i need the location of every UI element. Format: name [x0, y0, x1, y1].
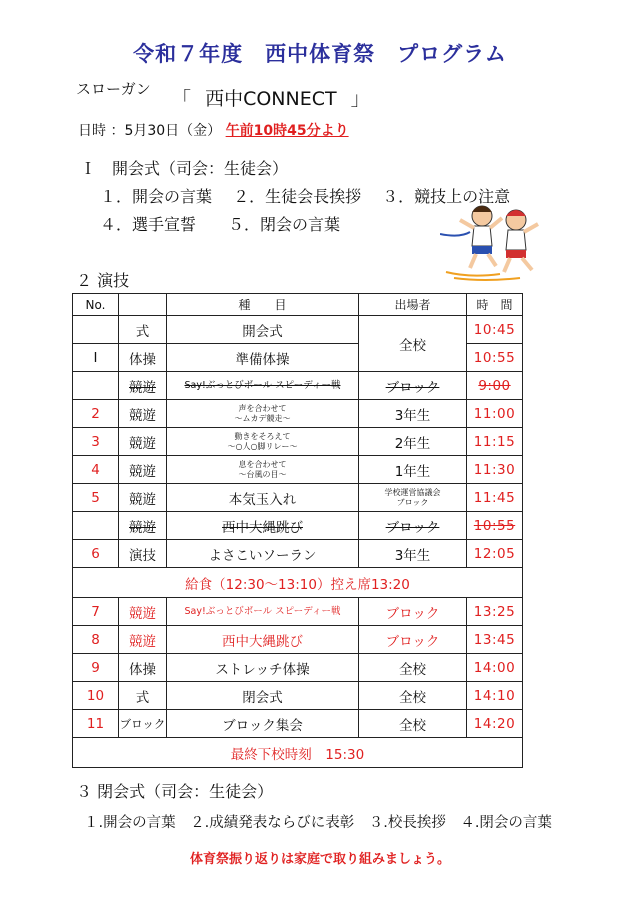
cell-performer: 1年生	[359, 456, 467, 484]
table-row	[73, 372, 523, 400]
table-row	[73, 316, 523, 344]
header-performer: 出場者	[359, 294, 467, 316]
start-time: 午前10時45分より	[225, 123, 349, 139]
slogan-label: スローガン	[76, 80, 151, 98]
table-row	[73, 654, 523, 682]
table-row	[73, 484, 523, 512]
cell-item-line2: ～ムカデ競走～	[234, 413, 291, 423]
cell-performer: 全校	[359, 654, 467, 682]
cell-performer: 全校	[359, 710, 467, 738]
cell-item: 準備体操	[167, 344, 359, 372]
cell-item: Say!ぶっとびボール スピーディー戦	[167, 372, 359, 400]
cell-item: 開会式	[167, 316, 359, 344]
header-no: No.	[73, 294, 119, 316]
cell-item	[167, 428, 359, 456]
section1-items-row2: ４．選手宣誓 ５．閉会の言葉	[100, 215, 341, 234]
cell-no: 4	[73, 456, 119, 484]
slogan	[172, 84, 370, 111]
program-table	[72, 293, 523, 768]
cell-performer-line1: 学校運営協議会	[384, 487, 441, 497]
runner-icon	[504, 210, 538, 272]
cell-performer: 全校	[359, 316, 467, 372]
table-row	[73, 456, 523, 484]
cell-item: 西中大縄跳び	[167, 626, 359, 654]
lunch-row	[73, 568, 523, 598]
date-line	[78, 120, 349, 140]
cell-item-line1: 息を合わせて	[238, 459, 287, 469]
cell-type: 競遊	[119, 598, 167, 626]
cell-type: 競遊	[119, 428, 167, 456]
cell-no: 11	[73, 710, 119, 738]
date-label: 日時 ：5月30日（金）	[78, 123, 222, 139]
cell-item-line2: ～○人○脚リレー～	[227, 441, 298, 451]
cell-item-line1: 声を合わせて	[238, 403, 287, 413]
cell-type: ブロック	[119, 710, 167, 738]
header-time: 時 間	[467, 294, 523, 316]
cell-no: 7	[73, 598, 119, 626]
cell-item: ブロック集会	[167, 710, 359, 738]
cell-type: 競遊	[119, 626, 167, 654]
cell-no: 10	[73, 682, 119, 710]
table-row	[73, 626, 523, 654]
cell-type: 競遊	[119, 484, 167, 512]
cell-no: 9	[73, 654, 119, 682]
table-row	[73, 428, 523, 456]
cell-no: 5	[73, 484, 119, 512]
cell-performer: ブロック	[359, 626, 467, 654]
cell-time: 13:25	[467, 598, 523, 626]
cell-item: ストレッチ体操	[167, 654, 359, 682]
table-row	[73, 540, 523, 568]
cell-type: 競遊	[119, 512, 167, 540]
cell-item: 閉会式	[167, 682, 359, 710]
page-title: 令和７年度 西中体育祭 プログラム	[133, 42, 507, 66]
final-row	[73, 738, 523, 768]
cell-performer: 2年生	[359, 428, 467, 456]
runner-icon	[460, 206, 502, 268]
final-dismissal: 最終下校時刻 15:30	[73, 738, 523, 768]
section3-items: １.開会の言葉 ２.成績発表ならびに表彰 ３.校長挨拶 ４.閉会の言葉	[84, 815, 552, 831]
cell-item-line1: 動きをそろえて	[234, 431, 291, 441]
slogan-value: 西中CONNECT	[205, 88, 337, 110]
cell-time: 14:10	[467, 682, 523, 710]
cell-time: 11:15	[467, 428, 523, 456]
table-row	[73, 512, 523, 540]
cell-item: 本気玉入れ	[167, 484, 359, 512]
cell-performer: ブロック	[359, 512, 467, 540]
cell-type: 式	[119, 316, 167, 344]
cell-time: 10:55	[467, 344, 523, 372]
table-row	[73, 682, 523, 710]
cell-time: 11:00	[467, 400, 523, 428]
cell-performer: 3年生	[359, 400, 467, 428]
cell-time: 10:45	[467, 316, 523, 344]
cell-type: 競遊	[119, 456, 167, 484]
cell-performer: ブロック	[359, 598, 467, 626]
slogan-close-bracket: 」	[350, 88, 370, 110]
cell-performer: 3年生	[359, 540, 467, 568]
tape-icon	[440, 232, 470, 236]
cell-performer-line2: ブロック	[396, 497, 429, 507]
footer-note: 体育祭振り返りは家庭で取り組みましょう。	[189, 852, 450, 867]
cell-no	[73, 316, 119, 344]
cell-type: 体操	[119, 344, 167, 372]
cell-item: Say!ぶっとびボール スピーディー戦	[167, 598, 359, 626]
cell-no	[73, 372, 119, 400]
cell-performer	[359, 484, 467, 512]
table-row	[73, 400, 523, 428]
slogan-open-bracket: 「	[172, 88, 192, 110]
cell-time: 10:55	[467, 512, 523, 540]
cell-no: 2	[73, 400, 119, 428]
cell-item: よさこいソーラン	[167, 540, 359, 568]
cell-item	[167, 400, 359, 428]
cell-item	[167, 456, 359, 484]
runners-illustration	[440, 198, 550, 282]
header-item: 種 目	[167, 294, 359, 316]
section3-heading: ３ 閉会式（司会：生徒会）	[76, 782, 274, 801]
table-row	[73, 598, 523, 626]
header-type	[119, 294, 167, 316]
cell-time: 14:00	[467, 654, 523, 682]
cell-time: 11:45	[467, 484, 523, 512]
speed-lines	[446, 272, 520, 280]
table-row	[73, 710, 523, 738]
cell-no: I	[73, 344, 119, 372]
lunch-break: 給食（12:30～13:10）控え席13:20	[73, 568, 523, 598]
cell-time: 14:20	[467, 710, 523, 738]
cell-no: 8	[73, 626, 119, 654]
cell-item: 西中大縄跳び	[167, 512, 359, 540]
table-header-row	[73, 294, 523, 316]
cell-performer: ブロック	[359, 372, 467, 400]
section1-heading: Ｉ 開会式（司会：生徒会）	[80, 159, 289, 178]
cell-type: 競遊	[119, 372, 167, 400]
cell-no: 6	[73, 540, 119, 568]
cell-item-line2: ～台風の目～	[238, 469, 287, 479]
cell-time: 11:30	[467, 456, 523, 484]
cell-no	[73, 512, 119, 540]
section2-heading: ２ 演技	[76, 271, 130, 290]
cell-type: 体操	[119, 654, 167, 682]
cell-no: 3	[73, 428, 119, 456]
cell-type: 競遊	[119, 400, 167, 428]
cell-time: 9:00	[467, 372, 523, 400]
cell-time: 12:05	[467, 540, 523, 568]
cell-time: 13:45	[467, 626, 523, 654]
cell-type: 演技	[119, 540, 167, 568]
cell-type: 式	[119, 682, 167, 710]
section1-items-row1: １．開会の言葉 ２．生徒会長挨拶 ３．競技上の注意	[100, 187, 511, 206]
cell-performer: 全校	[359, 682, 467, 710]
